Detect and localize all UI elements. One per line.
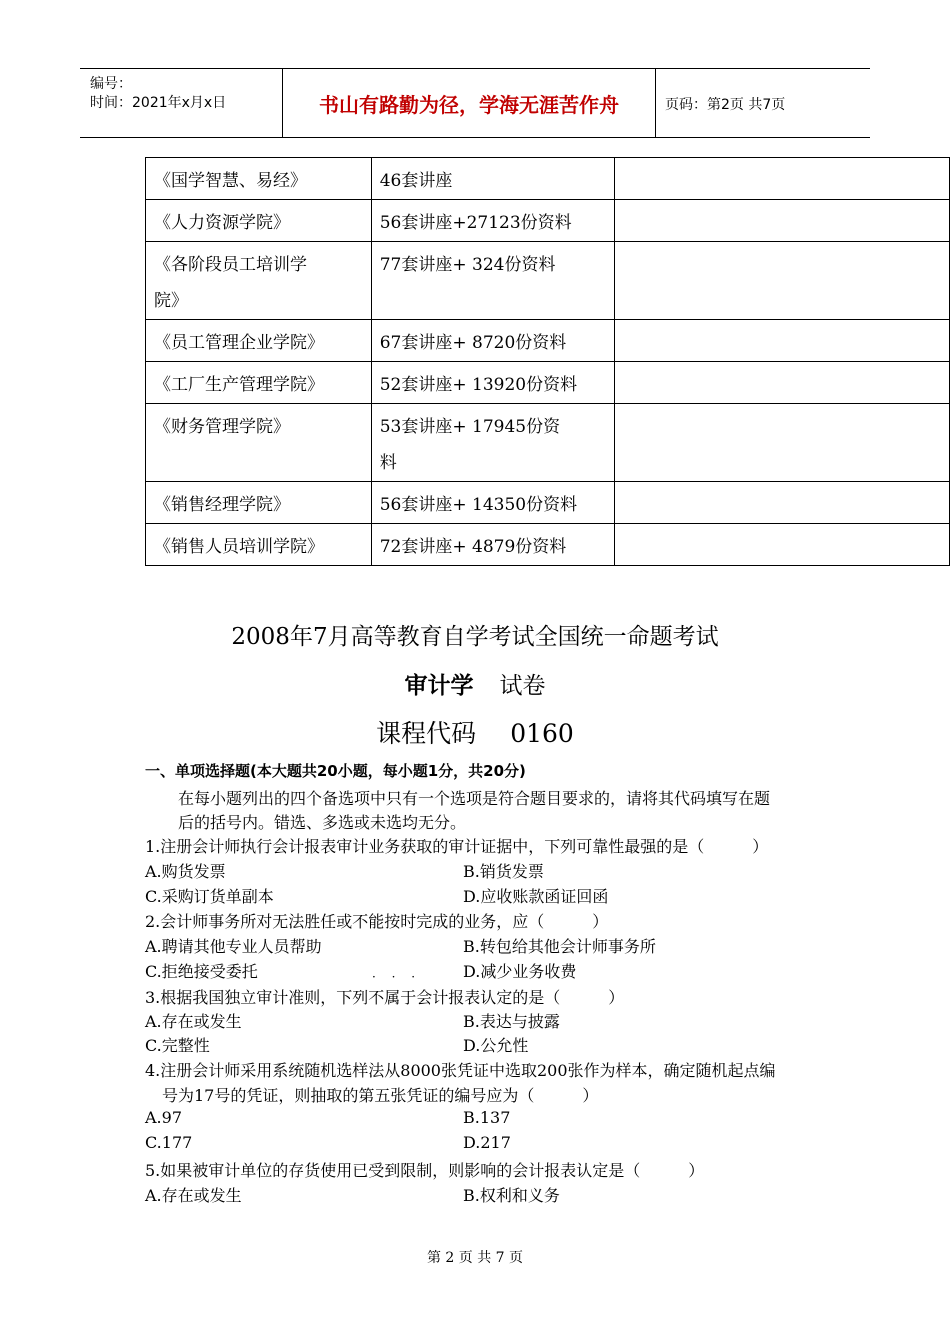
course-desc-cell: [371, 320, 615, 362]
section-instruction-1: 在每小题列出的四个备选项中只有一个选项是符合题目要求的，请将其代码填写在题: [178, 789, 771, 808]
question-3-option-b: B.表达与披露: [463, 1012, 560, 1031]
empty-cell: [615, 158, 950, 200]
course-desc-cell: [371, 158, 615, 200]
table-row: [146, 320, 950, 362]
question-4-stem: 4.注册会计师采用系统随机选样法从8000张凭证中选取200张作为样本，确定随机起点编: [145, 1061, 776, 1080]
course-desc: 67套讲座+ 8720份资料: [379, 333, 567, 353]
course-name-cont: 院》: [154, 291, 188, 311]
course-name-cell: [146, 200, 372, 242]
question-4-option-c: C.177: [145, 1133, 193, 1152]
course-code-label: 课程代码: [376, 719, 477, 748]
table-row: [146, 404, 950, 482]
course-name: 《财务管理学院》: [154, 417, 290, 437]
question-1-option-c: C.采购订货单副本: [145, 887, 274, 906]
course-name-cell: [146, 482, 372, 524]
page-footer: 第 2 页 共 7 页: [426, 1250, 524, 1266]
question-1-option-d: D.应收账款函证回函: [463, 887, 609, 906]
course-name-cell: [146, 404, 372, 482]
exam-title: 2008年7月高等教育自学考试全国统一命题考试: [231, 624, 719, 650]
empty-cell: [615, 242, 950, 320]
course-name-cell: [146, 320, 372, 362]
empty-cell: [615, 200, 950, 242]
exam-subject: 审计学: [404, 673, 474, 699]
question-5-option-b: B.权利和义务: [463, 1186, 560, 1205]
course-desc: 77套讲座+ 324份资料: [379, 255, 556, 275]
exam-paper-label: 试卷: [499, 673, 546, 699]
emphasis-dots: · · ·: [372, 970, 422, 984]
section-instruction-2: 后的括号内。错选、多选或未选均无分。: [178, 813, 467, 832]
question-5-option-a: A.存在或发生: [145, 1186, 242, 1205]
empty-cell: [615, 482, 950, 524]
question-4-stem-cont: 号为17号的凭证，则抽取的第五张凭证的编号应为（ ）: [162, 1086, 599, 1105]
course-code-line: [0, 714, 950, 750]
question-3-stem: 3.根据我国独立审计准则，下列不属于会计报表认定的是（ ）: [145, 988, 625, 1007]
question-1-stem: 1.注册会计师执行会计报表审计业务获取的审计证据中，下列可靠性最强的是（ ）: [145, 837, 769, 856]
section-heading: 一、单项选择题(本大题共20小题，每小题1分，共20分): [145, 762, 526, 780]
course-name-cell: [146, 362, 372, 404]
course-desc-cell: [371, 242, 615, 320]
course-desc: 56套讲座+ 14350份资料: [379, 495, 578, 515]
time-label: 时间：2021年x月x日: [90, 95, 227, 111]
course-name: 《销售人员培训学院》: [154, 537, 324, 557]
question-2-option-c: C.拒绝接受委托: [145, 962, 258, 981]
question-5-stem: 5.如果被审计单位的存货使用已受到限制，则影响的会计报表认定是（ ）: [145, 1161, 705, 1180]
course-desc-cell: [371, 362, 615, 404]
course-name: 《各阶段员工培训学: [154, 255, 307, 275]
question-2-stem: 2.会计师事务所对无法胜任或不能按时完成的业务，应（ ）: [145, 912, 609, 931]
course-name: 《员工管理企业学院》: [154, 333, 324, 353]
question-3-option-d: D.公允性: [463, 1036, 529, 1055]
question-4-option-d: D.217: [463, 1133, 511, 1152]
table-row: [146, 200, 950, 242]
empty-cell: [615, 362, 950, 404]
question-3-option-c: C.完整性: [145, 1036, 210, 1055]
course-desc: 46套讲座: [379, 171, 453, 191]
question-4-option-b: B.137: [463, 1108, 511, 1127]
course-name: 《销售经理学院》: [154, 495, 290, 515]
empty-cell: [615, 404, 950, 482]
empty-cell: [615, 524, 950, 566]
course-desc-cell: [371, 524, 615, 566]
table-row: [146, 242, 950, 320]
empty-cell: [615, 320, 950, 362]
course-name-cell: [146, 242, 372, 320]
course-desc-cell: [371, 200, 615, 242]
header-motto: 书山有路勤为径，学海无涯苦作舟: [283, 69, 656, 137]
question-1-option-b: B.销货发票: [463, 862, 544, 881]
course-code: 0160: [510, 719, 574, 748]
question-2-option-d: D.减少业务收费: [463, 962, 577, 981]
question-2-option-b: B.转包给其他会计师事务所: [463, 937, 656, 956]
course-desc: 72套讲座+ 4879份资料: [379, 537, 567, 557]
question-3-option-a: A.存在或发生: [145, 1012, 242, 1031]
question-4-option-a: A.97: [145, 1108, 182, 1127]
question-1-option-a: A.购货发票: [145, 862, 226, 881]
table-row: [146, 524, 950, 566]
course-desc-cell: [371, 482, 615, 524]
header-page-info: 页码：第2页 共7页: [665, 97, 786, 113]
question-2-option-a: A.聘请其他专业人员帮助: [145, 937, 322, 956]
course-desc-cell: [371, 404, 615, 482]
page-header: [80, 68, 870, 138]
course-name-cell: [146, 524, 372, 566]
table-row: [146, 158, 950, 200]
course-desc: 52套讲座+ 13920份资料: [379, 375, 578, 395]
exam-subject-line: [0, 667, 950, 700]
course-desc-cont: 料: [379, 453, 397, 473]
course-desc: 53套讲座+ 17945份资: [379, 417, 561, 437]
serial-label: 编号：: [90, 76, 132, 92]
course-desc: 56套讲座+27123份资料: [379, 213, 572, 233]
table-row: [146, 482, 950, 524]
course-name: 《工厂生产管理学院》: [154, 375, 324, 395]
course-name: 《人力资源学院》: [154, 213, 290, 233]
course-table: [145, 157, 950, 566]
course-name-cell: [146, 158, 372, 200]
table-row: [146, 362, 950, 404]
course-name: 《国学智慧、易经》: [154, 171, 307, 191]
header-meta: [80, 69, 283, 137]
